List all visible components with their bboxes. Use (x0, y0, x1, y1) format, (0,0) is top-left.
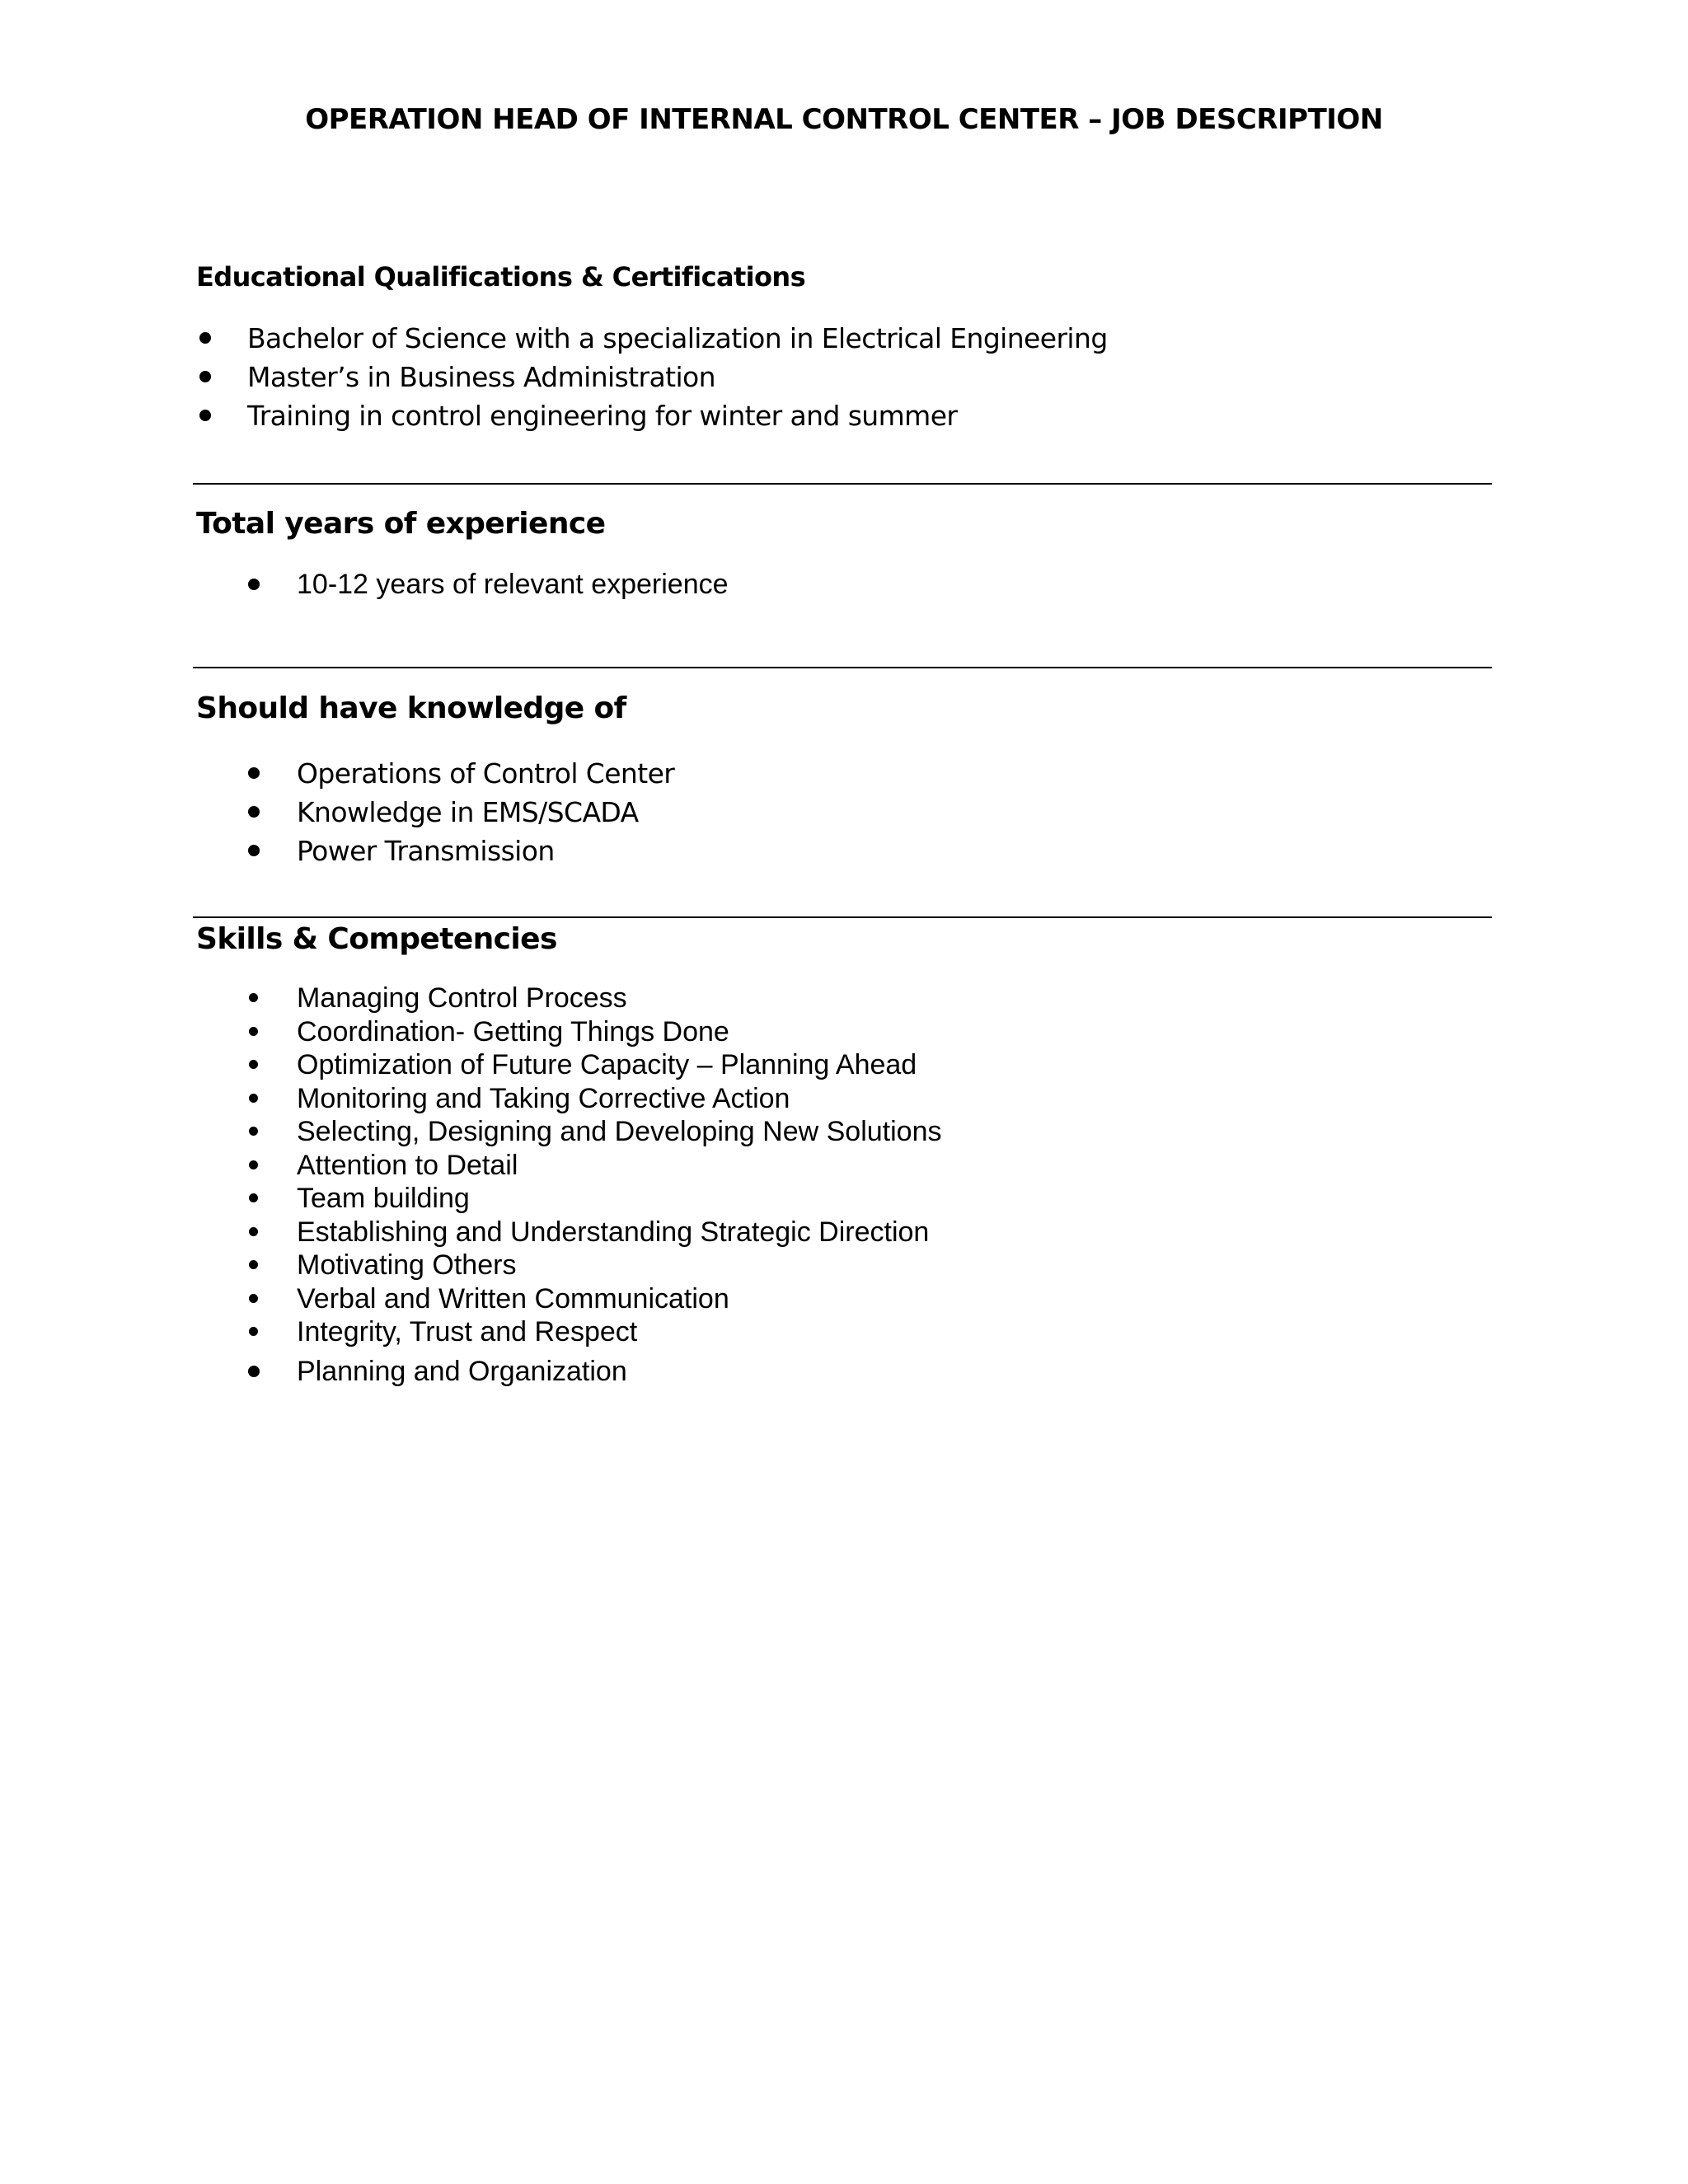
bullet-icon (248, 806, 260, 818)
list-item-text: Training in control engineering for winter and summer (247, 400, 958, 432)
section-heading-skills: Skills & Competencies (196, 922, 557, 956)
bullet-icon (249, 1060, 258, 1069)
bullet-icon (199, 410, 211, 421)
list-item (196, 832, 1490, 870)
bullet-icon (249, 1294, 258, 1303)
list-item-text: Team building (297, 1183, 470, 1214)
document-title: OPERATION HEAD OF INTERNAL CONTROL CENTER – JOB DESCRIPTION (305, 103, 1383, 136)
list-item-text: Power Transmission (297, 835, 555, 867)
bullet-icon (248, 579, 260, 590)
list-item-text: Coordination- Getting Things Done (297, 1015, 729, 1047)
section-experience (196, 505, 1490, 602)
list-item (196, 396, 1490, 435)
education-list (196, 319, 1490, 435)
list-item-text: Managing Control Process (297, 982, 627, 1014)
list-item (196, 568, 1490, 602)
section-divider (193, 916, 1492, 918)
bullet-icon (249, 1027, 258, 1036)
bullet-icon (199, 371, 211, 382)
experience-list (196, 568, 1490, 602)
bullet-icon (249, 1227, 258, 1236)
section-knowledge (196, 690, 1490, 870)
section-heading-education: Educational Qualifications & Certifications (196, 261, 806, 293)
list-item (196, 1355, 1490, 1389)
bullet-icon (248, 1366, 260, 1377)
list-item (196, 1082, 1490, 1116)
bullet-icon (249, 1260, 258, 1269)
list-item-text: Attention to Detail (297, 1149, 518, 1181)
list-item (196, 1115, 1490, 1149)
list-item (196, 1282, 1490, 1316)
skills-list (196, 982, 1490, 1388)
list-item-text: Establishing and Understanding Strategic Direction (297, 1216, 930, 1248)
list-item (196, 1048, 1490, 1082)
list-item (196, 1315, 1490, 1349)
section-education (196, 258, 1490, 435)
section-heading-knowledge: Should have knowledge of (196, 691, 626, 725)
list-item-text: Motivating Others (297, 1249, 517, 1281)
bullet-icon (199, 332, 211, 344)
list-item (196, 1182, 1490, 1216)
bullet-icon (249, 1094, 258, 1103)
list-item (196, 319, 1490, 358)
bullet-icon (248, 767, 260, 779)
list-item (196, 982, 1490, 1015)
list-item-text: Operations of Control Center (297, 757, 675, 790)
list-item-text: Selecting, Designing and Developing New Solutions (297, 1116, 942, 1147)
section-divider (193, 483, 1492, 485)
section-heading-experience: Total years of experience (196, 507, 606, 541)
list-item (196, 358, 1490, 396)
list-item (196, 1149, 1490, 1183)
list-item (196, 1249, 1490, 1282)
list-item (196, 754, 1490, 793)
list-item-text: Monitoring and Taking Corrective Action (297, 1082, 790, 1114)
knowledge-list (196, 754, 1490, 870)
bullet-icon (249, 993, 258, 1002)
list-item-text: Verbal and Written Communication (297, 1282, 729, 1315)
list-item-text: Knowledge in EMS/SCADA (297, 796, 639, 828)
list-item-text: Integrity, Trust and Respect (297, 1316, 638, 1347)
list-item-text: Bachelor of Science with a specialization in Electrical Engineering (247, 322, 1108, 354)
section-divider (193, 667, 1492, 668)
bullet-icon (249, 1193, 258, 1202)
section-skills (196, 921, 1490, 1388)
list-item (196, 793, 1490, 832)
bullet-icon (249, 1127, 258, 1136)
bullet-icon (249, 1327, 258, 1336)
list-item (196, 1216, 1490, 1249)
list-item-text: Planning and Organization (297, 1355, 627, 1387)
bullet-icon (249, 1160, 258, 1169)
list-item-text: 10-12 years of relevant experience (297, 569, 729, 600)
list-item-text: Master’s in Business Administration (247, 361, 715, 393)
bullet-icon (248, 845, 260, 856)
list-item-text: Optimization of Future Capacity – Planning Ahead (297, 1049, 917, 1080)
list-item (196, 1015, 1490, 1049)
